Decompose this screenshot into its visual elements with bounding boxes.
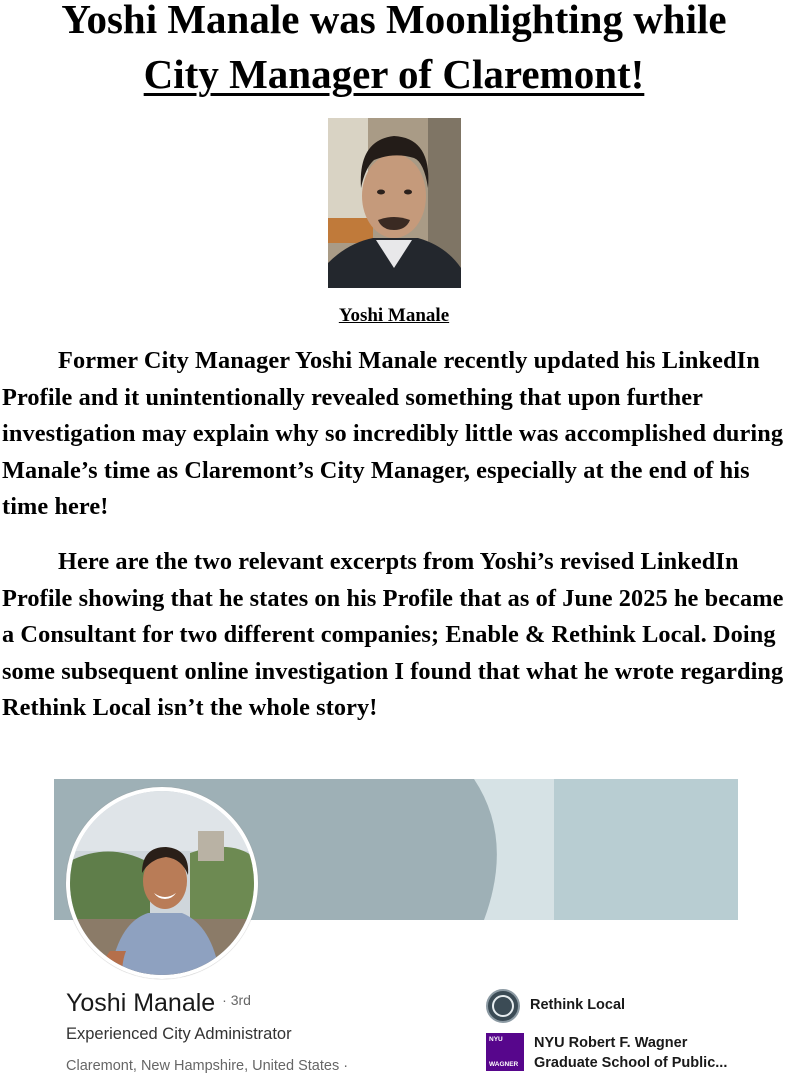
portrait-photo [328,118,461,288]
profile-avatar[interactable] [66,787,258,979]
headline-line-2: City Manager of Claremont! [143,51,645,97]
profile-name[interactable] [66,989,251,1018]
profile-headline: Experienced City Administrator [66,1025,292,1043]
org-nyu-wagner[interactable] [486,1033,749,1073]
org-rethink-label: Rethink Local [530,997,626,1013]
rethink-local-logo-icon [486,989,520,1023]
org-nyu-line1: NYU Robert F. Wagner [534,1035,688,1051]
org-nyu-label [534,1033,749,1073]
headline-line-1: Yoshi Manale was Moonlighting while [61,0,727,42]
org-rethink-local[interactable] [486,989,625,1023]
paragraph-2: Here are the two relevant excerpts from Yoshi’s revised LinkedIn Profile showing that he states on his Profile that as of June 2025 he became a Consultant for two different companies; Enable & Rethink Local. Doing some subsequent online investigation I found that what he wrote regarding Rethink Local isn’t the whole story! [2,548,784,721]
photo-caption: Yoshi Manale [338,305,450,326]
portrait-illustration [328,118,461,288]
nyu-logo-bottom-text: WAGNER [489,1061,519,1068]
connection-degree: · 3rd [222,992,251,1008]
org-nyu-line2: Graduate School of Public... [534,1055,728,1071]
profile-name-text: Yoshi Manale [66,989,216,1017]
nyu-logo-top-text: NYU [489,1036,503,1043]
linkedin-profile-card [54,779,738,1080]
profile-location: Claremont, New Hampshire, United States · [66,1058,349,1074]
nyu-wagner-logo-icon [486,1033,524,1071]
paragraph-1: Former City Manager Yoshi Manale recently updated his LinkedIn Profile and it unintentionally revealed something that upon further investigation may explain why so incredibly little was accomplished during Manale’s time as Claremont’s City Manager, especially at the end of his time here! [2,347,784,520]
